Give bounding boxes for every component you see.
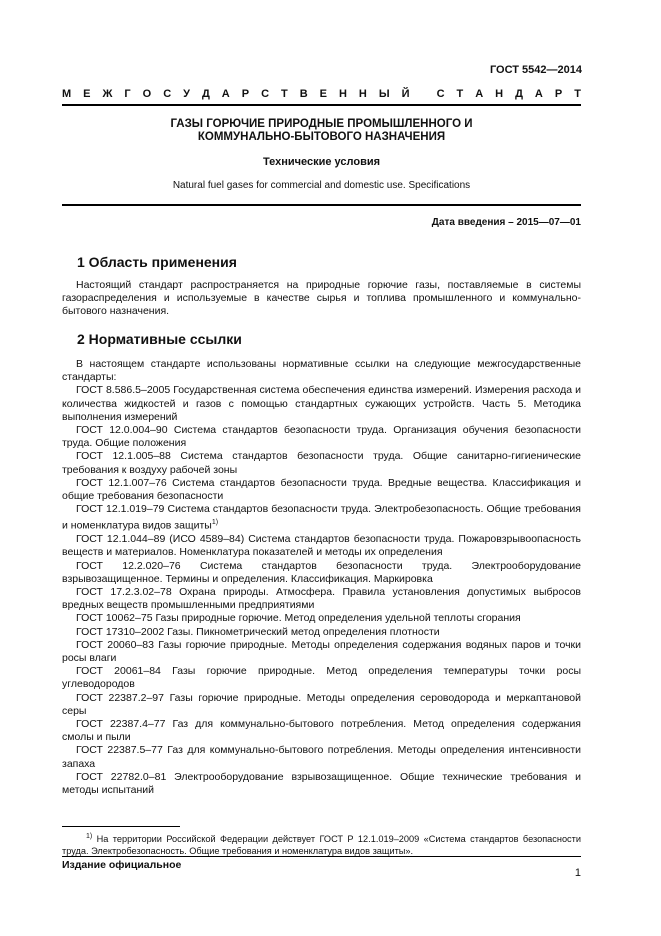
standard-type-banner	[62, 88, 581, 100]
ref-item: ГОСТ 10062–75 Газы природные горючие. Метод определения удельной теплоты сгорания	[76, 612, 521, 625]
ref-item: ГОСТ 12.2.020–76 Система стандартов безопасности труда. Электрооборудование взрывозащищенное. Термины и определения. Классификация. Маркировка	[62, 559, 581, 585]
banner-letter: А	[534, 88, 543, 100]
ref-item: ГОСТ 12.1.005–88 Система стандартов безопасности труда. Общие санитарно-гигиенические требования к воздуху рабочей зоны	[62, 450, 581, 476]
banner-letter: Н	[495, 88, 504, 100]
section-2-intro: В настоящем стандарте использованы нормативные ссылки на следующие межгосударственные стандарты:	[62, 358, 581, 384]
banner-letter: М	[62, 88, 72, 100]
banner-letter: О	[142, 88, 152, 100]
ref-item: ГОСТ 22387.2–97 Газы горючие природные. Методы определения сероводорода и меркаптановой серы	[62, 691, 581, 717]
intro-date: Дата введения – 2015—07—01	[431, 217, 581, 228]
section-1-text: Настоящий стандарт распространяется на природные горючие газы, поставляемые в системы газораспределения и используемые в качестве сырья и топлива промышленного и коммунально-бытового назначения.	[62, 279, 581, 318]
banner-letter: Т	[574, 88, 581, 100]
footnote-ref-mark[interactable]: 1)	[211, 519, 219, 527]
document-subtitle: Технические условия	[262, 156, 381, 168]
banner-letter: А	[221, 88, 230, 100]
banner-letter	[422, 88, 425, 100]
ref-item	[62, 503, 581, 533]
banner-letter: Н	[338, 88, 347, 100]
footnote-text: На территории Российской Федерации действует ГОСТ Р 12.1.019–2009 «Система стандартов безопасности труда. Электробезопасность. Общие требования и номенклатура видов защиты».	[62, 834, 581, 857]
ref-item: ГОСТ 12.1.007–76 Система стандартов безопасности труда. Вредные вещества. Классификация и общие требования безопасности	[62, 476, 581, 503]
edition-label: Издание официальное	[62, 859, 182, 871]
banner-letter: А	[475, 88, 484, 100]
banner-letter: Ы	[378, 88, 390, 100]
banner-letter: Д	[201, 88, 210, 100]
banner-rule	[62, 104, 581, 106]
footnote-rule	[62, 826, 180, 827]
banner-letter: Н	[358, 88, 367, 100]
ref-item: ГОСТ 8.586.5–2005 Государственная система обеспечения единства измерений. Измерения расхода и количества жидкостей и газов с помощью стандартных сужающих устройств. Часть 5. Методика выполнения измерений	[62, 384, 581, 423]
ref-item: ГОСТ 12.1.044–89 (ИСО 4589–84) Система стандартов безопасности труда. Пожаровзрывоопасность веществ и материалов. Номенклатура показателей и методы их определения	[62, 533, 581, 559]
title-line-1: ГАЗЫ ГОРЮЧИЕ ПРИРОДНЫЕ ПРОМЫШЛЕННОГО И	[170, 118, 473, 130]
footer-rule	[62, 856, 581, 857]
page-number: 1	[574, 867, 581, 879]
title-line-2: КОММУНАЛЬНО-БЫТОВОГО НАЗНАЧЕНИЯ	[197, 131, 446, 143]
banner-letter: С	[163, 88, 172, 100]
document-title	[62, 118, 581, 144]
ref-item: ГОСТ 20060–83 Газы горючие природные. Методы определения содержания водяных паров и точки росы влаги	[62, 638, 581, 664]
banner-letter: В	[299, 88, 308, 100]
banner-letter: Р	[554, 88, 563, 100]
section-1-body	[62, 279, 581, 319]
ref-item: ГОСТ 17.2.3.02–78 Охрана природы. Атмосфера. Правила установления допустимых выбросов вредных веществ промышленными предприятиями	[62, 585, 581, 612]
ref-item: ГОСТ 20061–84 Газы горючие природные. Метод определения температуры точки росы углеводородов	[62, 665, 581, 691]
ref-text: ГОСТ 12.1.019–79 Система стандартов безопасности труда. Электробезопасность. Общие требования и номенклатура видов защиты	[62, 503, 581, 532]
gost-code: ГОСТ 5542—2014	[489, 64, 582, 76]
section-2-body	[62, 358, 581, 797]
english-title: Natural fuel gases for commercial and domestic use. Specifications	[172, 180, 471, 191]
banner-letter: У	[183, 88, 190, 100]
banner-letter: Т	[456, 88, 464, 100]
banner-letter: Й	[401, 88, 410, 100]
footnote-mark: 1)	[86, 833, 93, 840]
footnote	[62, 831, 581, 857]
banner-letter: С	[261, 88, 270, 100]
banner-letter: Ж	[102, 88, 113, 100]
ref-item: ГОСТ 22782.0–81 Электрооборудование взрывозащищенное. Общие технические требования и методы испытаний	[62, 770, 581, 796]
ref-item: ГОСТ 17310–2002 Газы. Пикнометрический метод определения плотности	[76, 625, 440, 638]
section-2-heading: 2 Нормативные ссылки	[77, 331, 242, 347]
title-rule	[62, 204, 581, 206]
ref-item: ГОСТ 22387.4–77 Газ для коммунально-бытового потребления. Метод определения содержания смолы и пыли	[62, 717, 581, 744]
banner-letter: Д	[515, 88, 523, 100]
ref-item: ГОСТ 22387.5–77 Газ для коммунально-бытового потребления. Методы определения интенсивности запаха	[62, 744, 581, 770]
banner-letter: Т	[281, 88, 288, 100]
banner-letter: С	[436, 88, 445, 100]
ref-item: ГОСТ 12.0.004–90 Система стандартов безопасности труда. Организация обучения безопасности труда. Общие положения	[62, 424, 581, 450]
banner-letter: Р	[241, 88, 250, 100]
banner-letter: Г	[124, 88, 131, 100]
section-1-heading: 1 Область применения	[77, 254, 237, 270]
banner-letter: Е	[83, 88, 91, 100]
banner-letter: Е	[319, 88, 327, 100]
